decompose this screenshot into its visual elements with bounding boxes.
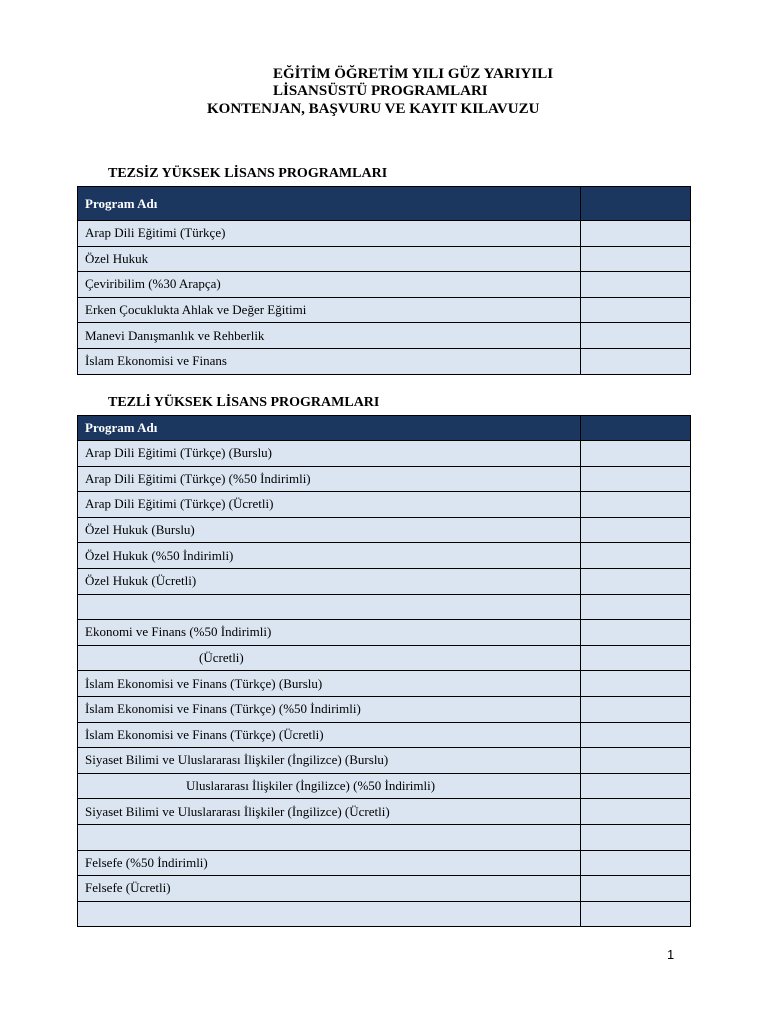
program-name-cell: Özel Hukuk (Ücretli) xyxy=(78,568,581,594)
table-row xyxy=(78,696,691,722)
column-header-empty xyxy=(581,416,691,441)
empty-cell xyxy=(581,594,691,620)
empty-cell xyxy=(581,722,691,748)
program-name-cell: İslam Ekonomisi ve Finans (Türkçe) (Ücretli) xyxy=(78,722,581,748)
program-name-cell: Arap Dili Eğitimi (Türkçe) xyxy=(78,221,581,247)
table-row xyxy=(78,517,691,543)
program-name-cell: Arap Dili Eğitimi (Türkçe) (Burslu) xyxy=(78,441,581,467)
empty-cell xyxy=(581,696,691,722)
table-row xyxy=(78,272,691,298)
title-line-2: LİSANSÜSTÜ PROGRAMLARI xyxy=(273,83,488,99)
table-row xyxy=(78,671,691,697)
program-name-cell: Uluslararası İlişkiler (İngilizce) (%50 İndirimli) xyxy=(78,773,581,799)
program-name-cell: Arap Dili Eğitimi (Türkçe) (Ücretli) xyxy=(78,492,581,518)
empty-cell xyxy=(581,850,691,876)
program-name-cell: İslam Ekonomisi ve Finans (Türkçe) (%50 İndirimli) xyxy=(78,696,581,722)
table-row xyxy=(78,246,691,272)
table-row xyxy=(78,748,691,774)
empty-cell xyxy=(581,543,691,569)
empty-cell xyxy=(581,748,691,774)
empty-cell xyxy=(581,876,691,902)
empty-cell xyxy=(581,824,691,850)
program-name-cell: Erken Çocuklukta Ahlak ve Değer Eğitimi xyxy=(78,297,581,323)
table-header-row xyxy=(78,187,691,221)
program-name-cell xyxy=(78,901,581,927)
program-name-cell: Özel Hukuk xyxy=(78,246,581,272)
table-row xyxy=(78,901,691,927)
program-name-cell: (Ücretli) xyxy=(78,645,581,671)
section-heading-non-thesis: TEZSİZ YÜKSEK LİSANS PROGRAMLARI xyxy=(108,166,388,181)
table-row xyxy=(78,594,691,620)
program-name-cell: Ekonomi ve Finans (%50 İndirimli) xyxy=(78,620,581,646)
table-row xyxy=(78,466,691,492)
program-name-cell: Özel Hukuk (Burslu) xyxy=(78,517,581,543)
table-row xyxy=(78,297,691,323)
section-heading-thesis: TEZLİ YÜKSEK LİSANS PROGRAMLARI xyxy=(108,395,380,410)
program-name-cell: Siyaset Bilimi ve Uluslararası İlişkiler (İngilizce) (Ücretli) xyxy=(78,799,581,825)
table-row xyxy=(78,722,691,748)
table-row xyxy=(78,850,691,876)
program-name-cell: İslam Ekonomisi ve Finans xyxy=(78,348,581,374)
program-name-cell xyxy=(78,824,581,850)
table-row xyxy=(78,568,691,594)
table-row xyxy=(78,323,691,349)
table-row xyxy=(78,441,691,467)
empty-cell xyxy=(581,492,691,518)
program-name-cell xyxy=(78,594,581,620)
table-row xyxy=(78,876,691,902)
program-name-cell: Özel Hukuk (%50 İndirimli) xyxy=(78,543,581,569)
empty-cell xyxy=(581,441,691,467)
empty-cell xyxy=(581,620,691,646)
program-name-cell: Felsefe (Ücretli) xyxy=(78,876,581,902)
empty-cell xyxy=(581,297,691,323)
column-header-empty xyxy=(581,187,691,221)
table-row xyxy=(78,348,691,374)
table-row xyxy=(78,543,691,569)
empty-cell xyxy=(581,323,691,349)
table-row xyxy=(78,799,691,825)
empty-cell xyxy=(581,799,691,825)
page-number: 1 xyxy=(667,947,675,962)
program-name-cell: Çeviribilim (%30 Arapça) xyxy=(78,272,581,298)
table-row xyxy=(78,492,691,518)
title-line-3: KONTENJAN, BAŞVURU VE KAYIT KILAVUZU xyxy=(207,101,540,117)
empty-cell xyxy=(581,773,691,799)
column-header-program-name: Program Adı xyxy=(78,416,581,441)
empty-cell xyxy=(581,671,691,697)
table-header-row xyxy=(78,416,691,441)
empty-cell xyxy=(581,246,691,272)
title-line-1: EĞİTİM ÖĞRETİM YILI GÜZ YARIYILI xyxy=(273,66,554,82)
program-name-cell: İslam Ekonomisi ve Finans (Türkçe) (Burslu) xyxy=(78,671,581,697)
empty-cell xyxy=(581,272,691,298)
table-row xyxy=(78,824,691,850)
thesis-programs-table xyxy=(77,415,691,927)
table-row xyxy=(78,645,691,671)
empty-cell xyxy=(581,517,691,543)
non-thesis-programs-table xyxy=(77,186,691,375)
empty-cell xyxy=(581,348,691,374)
empty-cell xyxy=(581,221,691,247)
column-header-program-name: Program Adı xyxy=(78,187,581,221)
empty-cell xyxy=(581,645,691,671)
table-row xyxy=(78,773,691,799)
table-row xyxy=(78,620,691,646)
program-name-cell: Manevi Danışmanlık ve Rehberlik xyxy=(78,323,581,349)
program-name-cell: Felsefe (%50 İndirimli) xyxy=(78,850,581,876)
empty-cell xyxy=(581,901,691,927)
empty-cell xyxy=(581,568,691,594)
table-row xyxy=(78,221,691,247)
program-name-cell: Siyaset Bilimi ve Uluslararası İlişkiler (İngilizce) (Burslu) xyxy=(78,748,581,774)
empty-cell xyxy=(581,466,691,492)
program-name-cell: Arap Dili Eğitimi (Türkçe) (%50 İndirimli) xyxy=(78,466,581,492)
